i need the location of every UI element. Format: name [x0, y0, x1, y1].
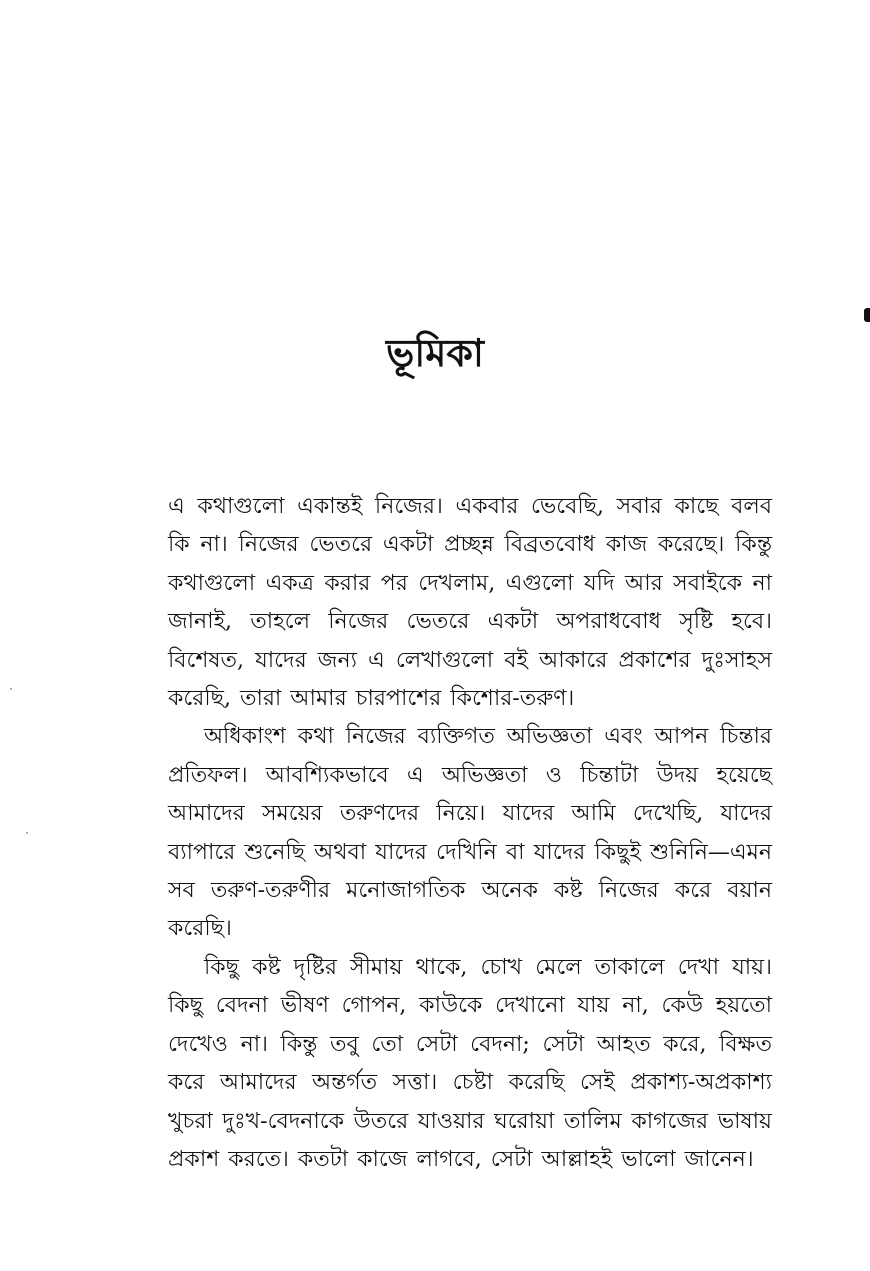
paragraph-2: অধিকাংশ কথা নিজের ব্যক্তিগত অভিজ্ঞতা এবং আপন চিন্তার প্রতিফল। আবশ্যিকভাবে এ অভিজ্ঞতা ও চিন্তাটা উদয় হয়েছে আমাদের সময়ের তরুণদের নিয়ে। যাদের আমি দেখেছি, যাদের ব্যাপারে শুনেছি অথবা যাদের দেখিনি বা যাদের কিছুই শুনিনি—এমন সব তরুণ-তরুণীর মনোজাগতিক অনেক কষ্ট নিজের করে বয়ান করেছি।: [168, 724, 772, 942]
paragraph-3: কিছু কষ্ট দৃষ্টির সীমায় থাকে, চোখ মেলে তাকালে দেখা যায়। কিছু বেদনা ভীষণ গোপন, কাউকে দেখানো যায় না, কেউ হয়তো দেখেও না। কিন্তু তবু তো সেটা বেদনা; সেটা আহত করে, বিক্ষত করে আমাদের অন্তর্গত সত্তা। চেষ্টা করেছি সেই প্রকাশ্য-অপ্রকাশ্য খুচরা দুঃখ-বেদনাকে উতরে যাওয়ার ঘরোয়া তালিম কাগজের ভাষায় প্রকাশ করতে। কতটা কাজে লাগবে, সেটা আল্লাহই ভালো জানেন।: [168, 954, 772, 1172]
page-title: ভূমিকা: [386, 330, 484, 376]
preface-body: [168, 488, 772, 1179]
scan-speck: [10, 688, 12, 690]
scan-speck: [26, 832, 28, 834]
scan-edge-mark: [864, 308, 870, 322]
paragraph-1: এ কথাগুলো একান্তই নিজের। একবার ভেবেছি, সবার কাছে বলব কি না। নিজের ভেতরে একটা প্রচ্ছন্ন বিব্রতবোধ কাজ করেছে। কিন্তু কথাগুলো একত্র করার পর দেখলাম, এগুলো যদি আর সবাইকে না জানাই, তাহলে নিজের ভেতরে একটা অপরাধবোধ সৃষ্টি হবে। বিশেষত, যাদের জন্য এ লেখাগুলো বই আকারে প্রকাশের দুঃসাহস করেছি, তারা আমার চারপাশের কিশোর-তরুণ।: [168, 494, 772, 712]
